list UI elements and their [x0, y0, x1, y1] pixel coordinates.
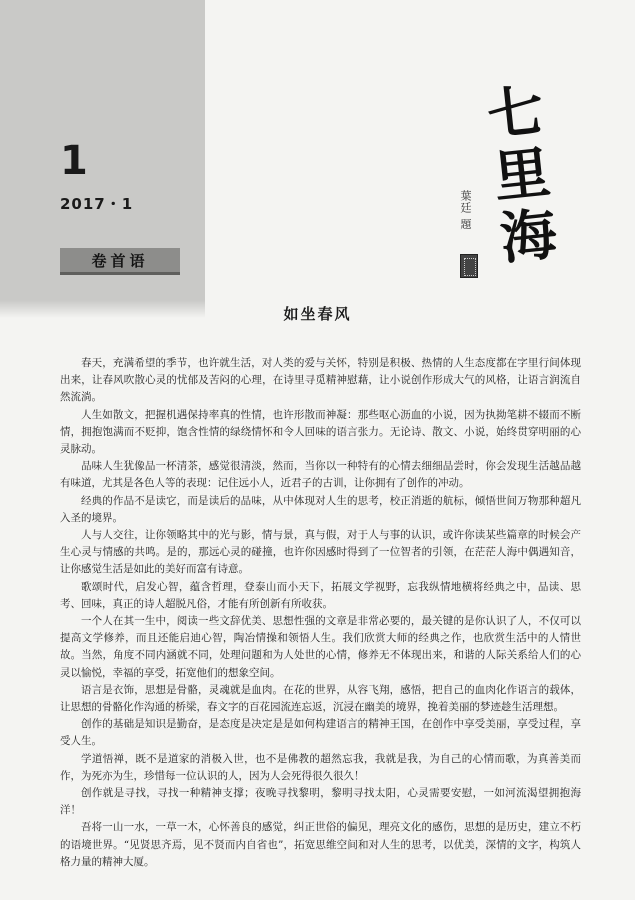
article-paragraph: 创作的基础是知识是勤奋，是态度是决定是是如何构建语言的精神王国，在创作中享受美丽，享受过程，享受人生。	[60, 718, 581, 748]
article-paragraph: 创作就是寻找，寻找一种精神支撑；夜晚寻找黎明，黎明寻找太阳，心灵需要安慰，一如河流渴望拥抱海洋！	[60, 787, 581, 817]
article-paragraph: 经典的作品不是读它，而是读后的品味，从中体现对人生的思考，校正消逝的航标，倾悟世间万物那种超凡入圣的境界。	[60, 494, 581, 524]
section-label-box	[60, 248, 180, 275]
issue-number: 1	[60, 138, 89, 184]
title-char: 海	[497, 200, 560, 273]
seal-stamp-icon	[460, 254, 478, 278]
article-paragraph: 一个人在其一生中，阅读一些文辞优美、思想性强的文章是非常必要的，最关键的是你认识了人，不仅可以提高文学修养，而且还能启迪心智，陶冶情操和领悟人生。我们欣赏大师的经典之作，也欣赏生活中的人情世故。当然，角度不同内涵就不同，处理问题和为人处世的心情，修养无不体现出来，和谐的人际关系给人们的心灵以愉悦，幸福的享受，拓宽他们的想象空间。	[60, 615, 581, 679]
article-title: 如坐春风	[283, 305, 352, 323]
title-char: 七	[484, 77, 547, 150]
calligrapher-signature: 葉廷 題	[459, 190, 472, 231]
article-paragraph: 学道悟禅，既不是道家的消极入世，也不是佛教的超然忘我，我就是我，为自己的心情而歌，为真善美而作，为死亦为生，珍惜每一位认识的人，因为人会死得很久很久！	[60, 752, 581, 782]
article-paragraph: 品味人生犹像品一杯清茶，感觉很清淡，然而，当你以一种特有的心情去细细品尝时，你会发现生活越品越有味道，尤其是各色人等的表现：记住远小人，近君子的古训，让你拥有了创作的冲动。	[60, 460, 581, 490]
title-char: 里	[490, 139, 554, 211]
article-paragraph: 春天，充满希望的季节，也许就生活，对人类的爱与关怀，特别是积极、热情的人生态度都在字里行间体现出来，让春风吹散心灵的忧郁及苦闷的心理，在诗里寻觅精神慰藉，让小说创作形成大气的风格，让语言润流自然流淌。	[60, 357, 581, 404]
article-paragraph: 语言是衣饰，思想是骨骼，灵魂就是血肉。在花的世界，从容飞翔，感悟，把自己的血肉化作语言的载体，让思想的骨骼化作沟通的桥梁，春文字的百花园流连忘返，沉浸在幽美的境界，挽着美丽的梦迹趁生活理想。	[60, 683, 581, 714]
issue-date: 2017・1	[60, 195, 134, 213]
article-paragraph: 人生如散文，把握机遇保持率真的性情，也许形散而神凝：那些呕心沥血的小说，因为执拗笔耕不辍而不断情，拥抱饱满而不贬抑，饱含性情的绿绕情怀和令人回味的语言张力。无论诗、散文、小说，始终贯穿明丽的心灵脉动。	[60, 408, 581, 456]
article-paragraph: 歌颂时代，启发心智，蕴含哲理，登泰山而小天下，拓展文学视野，忘我纵情地横将经典之中，品读、思考、回味，真正的诗人超脱凡俗，才能有所创新有所收获。	[60, 580, 581, 610]
section-label: 卷首语	[91, 252, 149, 270]
article-paragraph: 人与人交往，让你领略其中的光与影，情与景，真与假，对于人与事的认识，或许你读某些篇章的时候会产生心灵与情感的共鸣。是的，那远心灵的碰撞，也许你因感时得到了一位智者的引领，在茫茫人海中偶遇知音，让你感觉生活是如此的美好而富有诗意。	[60, 529, 581, 576]
article-body	[60, 355, 581, 871]
article-paragraph: 吾将一山一水，一草一木，心怀善良的感觉，纠正世俗的偏见，理亮文化的感伤，思想的是历史，建立不朽的语境世界。“见贤思齐焉，见不贤而内自省也”，拓宽思维空间和对人生的思考，以优美，深情的文字，构筑人格力量的精神大厦。	[60, 821, 581, 868]
magazine-title-calligraphy	[477, 79, 566, 271]
